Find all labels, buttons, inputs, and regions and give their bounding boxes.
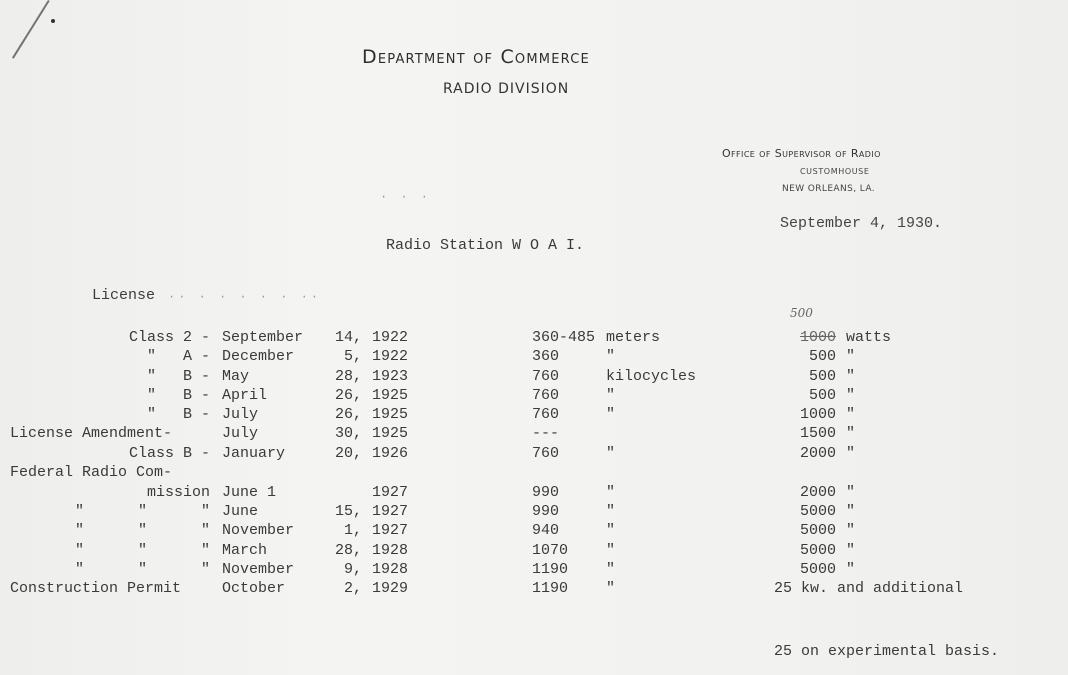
month: October <box>222 580 286 597</box>
letter-date: September 4, 1930. <box>780 215 943 232</box>
frequency-unit: " <box>606 445 616 462</box>
frequency-unit: " <box>606 542 616 559</box>
license-class: " B - <box>146 368 210 385</box>
table-row <box>0 464 1068 484</box>
day: 2, <box>343 580 362 597</box>
month: January <box>222 445 286 462</box>
power-unit: " <box>846 484 856 501</box>
power-unit: " <box>846 561 856 578</box>
year: 1927 <box>372 484 409 501</box>
day: 15, <box>334 503 362 520</box>
year: 1922 <box>372 329 409 346</box>
power: 5000 <box>799 542 836 559</box>
license-class: License Amendment- <box>10 425 173 442</box>
power: 1500 <box>799 425 836 442</box>
power-unit: " <box>846 425 856 442</box>
day: 20, <box>334 445 362 462</box>
year: 1925 <box>372 406 409 423</box>
license-class: mission <box>146 484 210 501</box>
power-unit: " <box>846 503 856 520</box>
month: May <box>222 368 250 385</box>
frequency-unit: " <box>606 484 616 501</box>
frequency: 1190 <box>532 580 569 597</box>
frequency: 760 <box>532 445 560 462</box>
year: 1928 <box>372 542 409 559</box>
table-row <box>0 503 1068 523</box>
month: April <box>222 387 268 404</box>
power-unit: " <box>846 368 856 385</box>
table-row <box>0 561 1068 581</box>
frequency: 760 <box>532 387 560 404</box>
frequency: 760 <box>532 406 560 423</box>
power: 500 <box>808 387 836 404</box>
frequency-unit: " <box>606 522 616 539</box>
frequency: 1190 <box>532 561 569 578</box>
day: 5, <box>343 348 362 365</box>
power-unit: " <box>846 387 856 404</box>
year: 1925 <box>372 425 409 442</box>
month: March <box>222 542 268 559</box>
license-class: " B - <box>146 406 210 423</box>
table-row <box>0 406 1068 426</box>
month: September <box>222 329 304 346</box>
year: 1927 <box>372 522 409 539</box>
day: 14, <box>334 329 362 346</box>
power: 2000 <box>799 484 836 501</box>
power-unit: " <box>846 348 856 365</box>
day: 28, <box>334 542 362 559</box>
frequency: 1070 <box>532 542 569 559</box>
power: 5000 <box>799 503 836 520</box>
frequency: 940 <box>532 522 560 539</box>
frequency: 990 <box>532 503 560 520</box>
day: 28, <box>334 368 362 385</box>
year: 1926 <box>372 445 409 462</box>
scan-specks: · · · <box>380 190 432 204</box>
year: 1925 <box>372 387 409 404</box>
table-row <box>0 484 1068 504</box>
month: November <box>222 561 295 578</box>
license-class: Construction Permit <box>10 580 182 597</box>
power-unit: " <box>846 406 856 423</box>
year: 1922 <box>372 348 409 365</box>
frequency-unit: " <box>606 387 616 404</box>
license-class: " " " <box>74 522 210 539</box>
frequency-unit: kilocycles <box>606 368 697 385</box>
table-row <box>0 580 1068 600</box>
section-label: License <box>92 287 156 304</box>
day: 30, <box>334 425 362 442</box>
handwritten-correction: 500 <box>790 306 813 320</box>
year: 1927 <box>372 503 409 520</box>
frequency: 360 <box>532 348 560 365</box>
month: December <box>222 348 295 365</box>
month: November <box>222 522 295 539</box>
license-class: " A - <box>146 348 210 365</box>
frequency-unit: " <box>606 348 616 365</box>
power: 2000 <box>799 445 836 462</box>
letterhead-division: RADIO DIVISION <box>443 81 570 97</box>
scan-specks: ·· · · · · · ·· <box>168 290 322 304</box>
table-row <box>0 445 1068 465</box>
table-row <box>0 329 1068 349</box>
table-row <box>0 522 1068 542</box>
power-unit: " <box>846 522 856 539</box>
power: 25 kw. and additional <box>774 580 964 597</box>
day: 26, <box>334 387 362 404</box>
month: June 1 <box>222 484 277 501</box>
power-unit: watts <box>846 329 892 346</box>
experimental-note: 25 on experimental basis. <box>774 643 1000 660</box>
table-row <box>0 542 1068 562</box>
day: 9, <box>343 561 362 578</box>
power: 1000 <box>799 329 836 346</box>
power: 5000 <box>799 522 836 539</box>
month: June <box>222 503 259 520</box>
ink-dot <box>51 19 55 23</box>
frequency: 360-485 <box>532 329 596 346</box>
table-row <box>0 387 1068 407</box>
license-class: " " " <box>74 561 210 578</box>
power: 1000 <box>799 406 836 423</box>
power: 500 <box>808 348 836 365</box>
frequency: 990 <box>532 484 560 501</box>
power-unit: " <box>846 445 856 462</box>
month: July <box>222 425 259 442</box>
year: 1928 <box>372 561 409 578</box>
power: 5000 <box>799 561 836 578</box>
office-title: Office of Supervisor of Radio <box>722 147 881 160</box>
table-row <box>0 348 1068 368</box>
frequency-unit: meters <box>606 329 661 346</box>
license-class: " B - <box>146 387 210 404</box>
license-class: Federal Radio Com- <box>10 464 173 481</box>
day: 1, <box>343 522 362 539</box>
frequency: 760 <box>532 368 560 385</box>
year: 1929 <box>372 580 409 597</box>
month: July <box>222 406 259 423</box>
pen-mark <box>12 0 50 59</box>
frequency-unit: " <box>606 503 616 520</box>
frequency-unit: " <box>606 580 616 597</box>
power-unit: " <box>846 542 856 559</box>
office-building: CUSTOMHOUSE <box>800 167 870 176</box>
letterhead-department: Department of Commerce <box>362 46 590 68</box>
year: 1923 <box>372 368 409 385</box>
day: 26, <box>334 406 362 423</box>
frequency-unit: " <box>606 561 616 578</box>
license-class: Class 2 - <box>128 329 210 346</box>
frequency: --- <box>532 425 560 442</box>
table-row <box>0 368 1068 388</box>
power: 500 <box>808 368 836 385</box>
license-class: Class B - <box>128 445 210 462</box>
frequency-unit: " <box>606 406 616 423</box>
subject-line: Radio Station W O A I. <box>386 237 585 254</box>
license-class: " " " <box>74 542 210 559</box>
table-row <box>0 425 1068 445</box>
license-class: " " " <box>74 503 210 520</box>
office-city: NEW ORLEANS, LA. <box>782 184 876 194</box>
